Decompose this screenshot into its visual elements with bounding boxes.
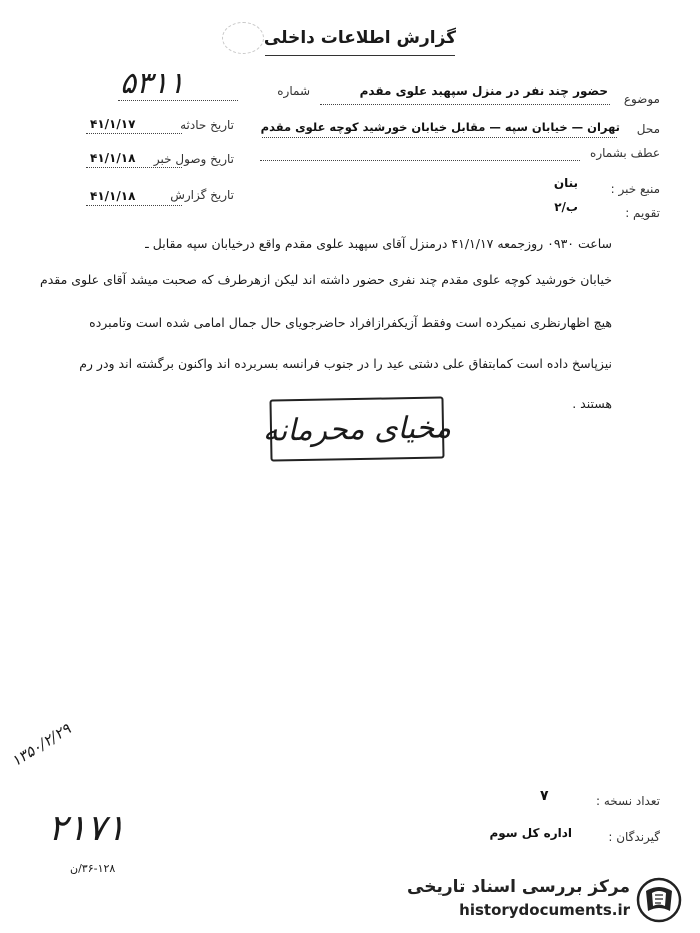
handwritten-number: ۲۱۷۱ — [48, 808, 126, 849]
number-value: ۵۳۱۱ — [120, 66, 185, 101]
body-line-1: ساعت ۰۹۳۰ روزجمعه ۴۱/۱/۱۷ درمنزل آقای سپهبد علوی مقدم واقع درخیابان سپه مقابل ـ — [145, 236, 612, 251]
report-title: گزارش اطلاعات داخلی — [263, 28, 457, 48]
watermark-text-en: historydocuments.ir — [459, 901, 630, 919]
subject-label: موضوع — [623, 92, 660, 106]
body-line-2: خیابان خورشید کوچه علوی مقدم چند نفری حضور داشته اند لیکن ازهرطرف که صحبت میشد آقای علوی مقدم — [39, 272, 612, 287]
ref-line — [260, 160, 580, 161]
location-value: تهران — خیابان سپه — مقابل خیابان خورشید کوچه علوی مقدم — [260, 120, 620, 134]
copies-value: ۷ — [540, 788, 549, 804]
archive-scroll-icon — [636, 877, 682, 923]
report-date-label: تاریخ گزارش — [170, 188, 234, 202]
report-date-value: ۴۱/۱/۱۸ — [90, 189, 136, 203]
subject-line — [320, 104, 610, 105]
report-date-line — [86, 205, 182, 206]
recipients-value: اداره کل سوم — [489, 826, 572, 840]
subject-value: حضور چند نفر در منزل سپهبد علوی مقدم — [359, 84, 608, 98]
copies-label: تعداد نسخه : — [595, 794, 660, 808]
evaluation-label: تقویم : — [625, 206, 660, 220]
receipt-date-line — [86, 167, 182, 168]
body-line-3: هیچ اظهارنظری نمیکرده است وفقط آزیکفرازافراد حاضرجویای حال جمال امامی شده است وتامبرده — [89, 315, 612, 330]
body-line-5: هستند . — [572, 396, 612, 411]
ref-label: عطف بشماره — [590, 146, 660, 160]
archive-code: ۳۶-۱۲۸/ن — [70, 862, 116, 875]
recipients-label: گیرندگان : — [608, 830, 660, 844]
incident-date-line — [86, 133, 182, 134]
stamp-text: مخیای محرمانه — [262, 409, 452, 449]
body-line-4: نیزپاسخ داده است کمابتفاق علی دشتی عید را در جنوب فرانسه بسربرده اند واکنون برگشته اند ودر رم — [79, 356, 612, 371]
confidential-stamp — [262, 396, 452, 461]
incident-date-value: ۴۱/۱/۱۷ — [90, 117, 136, 131]
evaluation-value: ب/۲ — [554, 200, 578, 214]
incident-date-label: تاریخ حادثه — [180, 118, 234, 132]
receipt-date-value: ۴۱/۱/۱۸ — [90, 151, 136, 165]
receipt-date-label: تاریخ وصول خبر — [153, 152, 234, 166]
handwritten-date-note: ۱۳۵۰/۲/۲۹ — [8, 719, 74, 771]
location-line — [262, 137, 617, 138]
title-underline — [265, 55, 455, 56]
location-label: محل — [636, 122, 660, 136]
number-label: شماره — [277, 84, 310, 98]
source-label: منبع خبر : — [610, 182, 660, 196]
source-value: بنان — [553, 176, 578, 190]
watermark-text-fa: مرکز بررسی اسناد تاریخی — [407, 877, 630, 897]
watermark-logo — [394, 875, 684, 925]
